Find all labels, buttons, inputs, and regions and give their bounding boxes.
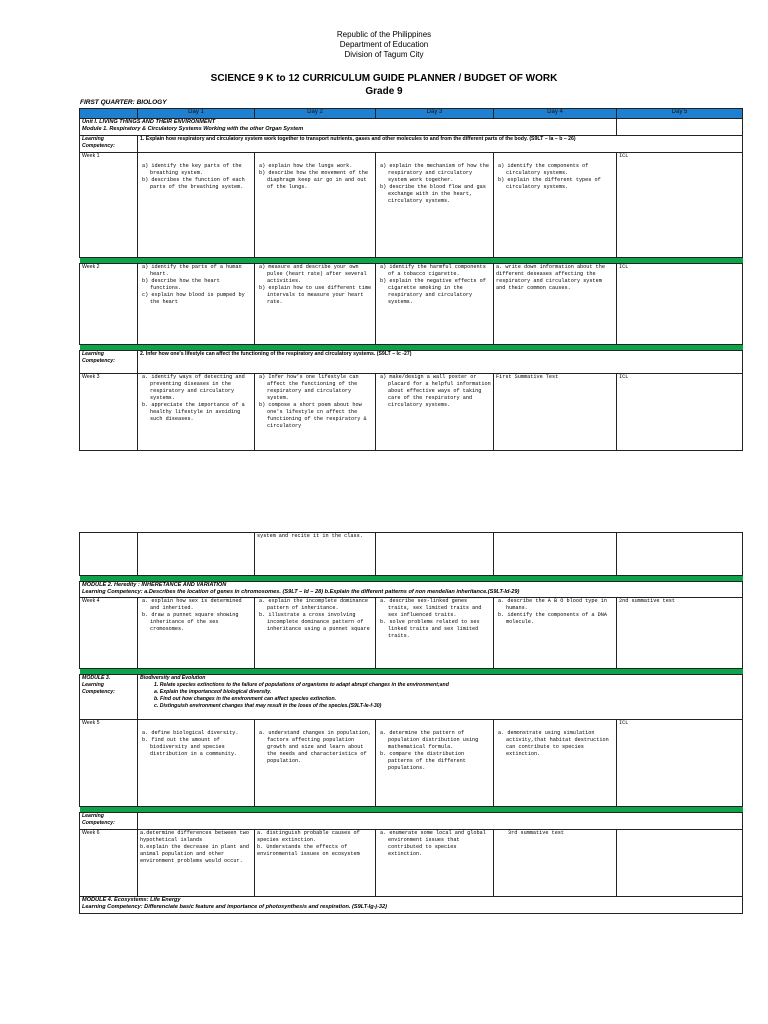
week4-day2 [255, 598, 376, 669]
list-item: b) describe how the movement of the diaphragm keep air go in and out of the lungs. [259, 170, 368, 190]
list-item: c. Distinguish environment changes that may result in the loses of the species.(S9LT-Ie-f-30) [154, 703, 382, 709]
week4-label: Week 4 [80, 598, 138, 669]
list-item: b) compose a short poem about how one's lifestyle cn affect the functioning of the respiratory & circulatory [259, 402, 367, 429]
module3-items [140, 682, 740, 710]
list-item: b. appreciate the importance of a healthy lifestyle in avoiding such diseases. [142, 402, 245, 422]
week5-day4 [494, 720, 617, 807]
module1-title: Module 1. Respiratory & Circulatory Systems Working with the other Organ System [82, 126, 304, 132]
list-item: a. describe sex-linked genes traits, sex limited traits and sex influenced traits. [380, 598, 482, 618]
week3-day5: ICL [617, 374, 743, 451]
day5-header: Day 5 [617, 109, 743, 119]
week1-day1 [138, 153, 255, 258]
list-item: a) explain the mechanism of how the respiratory and circulatory system work together. [380, 163, 489, 183]
list-item: a) identify the parts of a human heart. [142, 264, 242, 277]
day3-header: Day 3 [376, 109, 494, 119]
cont-cell [80, 533, 138, 576]
list-item: a. explain how sex is determined and inherited. [142, 598, 242, 611]
quarter-label: FIRST QUARTER: BIOLOGY [80, 99, 167, 106]
week5-row [80, 720, 743, 807]
week3-day1 [138, 374, 255, 451]
budget-table-page2 [79, 532, 743, 914]
competency2-row [80, 351, 743, 374]
list-item: b. illustrate a cross involving incomplete dominance pattern of inheritance using a punnet square [259, 612, 370, 632]
module2-row [80, 582, 743, 598]
list-item: b) explain the negative effects of cigarette smoking in the respiratory and circulatory systems. [380, 278, 486, 305]
unit-title: Unit I. LIVING THINGS AND THEIR ENVIRONMENT [82, 119, 216, 125]
list-item: a) identify the harmful components of a tobacco cigarette. [380, 264, 486, 277]
republic-line: Republic of the Philippines [336, 30, 432, 39]
module3-content [138, 675, 743, 720]
list-item: a. explain the incomplete dominance pattern of inheritance. [259, 598, 368, 611]
list-item: a) identify the components of circulatory systems. [498, 163, 589, 176]
module3-label-cell [80, 675, 138, 720]
cont-cell [617, 533, 743, 576]
week5-day3 [376, 720, 494, 807]
document-title-block [0, 72, 768, 98]
module2-competency: Learning Competency: a.Describes the location of genes in chromosomes. (S9LT – Id – 28) b.Explain the different patterns of non mendelian inheritance.(S9LT-Id-29) [82, 589, 520, 595]
week1-day3 [376, 153, 494, 258]
week3-day4: First Summative Test [494, 374, 617, 451]
budget-table-page1 [79, 108, 743, 451]
list-item: a. understand changes in population, factors affecting population growth and size and learn about the needs and characteristics of population. [259, 730, 372, 764]
list-item: a) measure and describe your own pulse (heart rate) after several activities. [259, 264, 367, 284]
list-item: a. identify ways of detecting and preventing diseases in the respiratory and circulatory systems. [142, 374, 245, 401]
day-header-row [80, 109, 743, 119]
week5-label: Week 5 [80, 720, 138, 807]
division-line: Division of Tagum City [344, 50, 424, 59]
week1-day4 [494, 153, 617, 258]
list-item: a. describe the A B O blood type in humans. [498, 598, 607, 611]
continuation-row [80, 533, 743, 576]
module3-label: MODULE 3. [82, 675, 111, 681]
list-item: b. draw a punnet square showing inheritance of the sex cromosomes. [142, 612, 239, 632]
week3-day3 [376, 374, 494, 451]
week5-day1 [138, 720, 255, 807]
week2-row [80, 264, 743, 345]
competency2-text: 2. Infer how one's lifestyle can affect the functioning of the respiratory and circulatory systems. (S9LT – Ic -27) [138, 351, 743, 374]
module3-row [80, 675, 743, 720]
list-item: c) explain how blood is pumped by the heart [142, 292, 245, 305]
document-title: SCIENCE 9 K to 12 CURRICULUM GUIDE PLANNER / BUDGET OF WORK [210, 73, 558, 84]
module2-cell [80, 582, 743, 598]
list-item: b. Understands the effects of environmental issues on ecosystem [257, 844, 360, 857]
week1-day2 [255, 153, 376, 258]
week1-label: Week 1 [80, 153, 138, 258]
list-item: b. identify the components of a DNA molecule. [498, 612, 607, 625]
week3-row [80, 374, 743, 451]
grade-label: Grade 9 [365, 86, 403, 97]
list-item: b) describes the function of each parts of the breathing system. [142, 177, 245, 190]
competency1-text: 1. Explain how respiratory and circulatory system work together to transport nutrients, gases and other molecules to and from the different parts of the body. (S9LT – Ia – b – 26) [138, 136, 743, 153]
blank-competency-label: Learning Competency: [80, 813, 138, 830]
week4-day5: 2nd summative test [617, 598, 743, 669]
module3-title: Biodiversity and Evolution [140, 675, 206, 681]
list-item: b) describe how the heart functions. [142, 278, 220, 291]
list-item: a) explain how the lungs work. [259, 163, 353, 169]
list-item: b. compare the distribution patterns of the different populations. [380, 751, 466, 771]
week2-day1 [138, 264, 255, 345]
list-item: 1. Relate species extinctions to the failure of populations of organisms to adapt abrupt changes in the environment;and [154, 682, 449, 688]
week6-day4: 3rd summative test [494, 830, 617, 897]
list-item: b) explain how to use different time intervals to measure your heart rate. [259, 285, 372, 305]
week6-day5 [617, 830, 743, 897]
week6-row [80, 830, 743, 897]
list-item: b) describe the blood flow and gas exchange with in the heart, circulatory systems. [380, 184, 486, 204]
list-item: a. distinguish probable causes of species extinction. [257, 830, 360, 843]
header-blank-cell [80, 109, 138, 119]
cont-cell [138, 533, 255, 576]
list-item: a. demonstrate using simulation activity,that habitat destruction can contribute to species extinction. [498, 730, 609, 757]
unit-row [80, 119, 743, 136]
week4-day3 [376, 598, 494, 669]
week2-day5: ICL [617, 264, 743, 345]
week4-row [80, 598, 743, 669]
week6-day2 [255, 830, 376, 897]
list-item: b.explain the decrease in plant and animal population and other environment problems would occur. [140, 844, 249, 864]
blank-competency-row [80, 813, 743, 830]
module3-competency-label: Learning Competency: [82, 682, 115, 695]
list-item: a. determine the pattern of population distribution using mathematical formula. [380, 730, 479, 750]
list-item: a) Infer how's one lifestyle can affect the functioning of the respiratory and circulatory system. [259, 374, 359, 401]
week3-day2 [255, 374, 376, 451]
competency1-row [80, 136, 743, 153]
day2-header: Day 2 [255, 109, 376, 119]
day1-header: Day 1 [138, 109, 255, 119]
week4-day1 [138, 598, 255, 669]
week1-day5: ICL [617, 153, 743, 258]
module4-title: MODULE 4. Ecosystems: Life Energy [82, 897, 181, 903]
week6-day1 [138, 830, 255, 897]
week3-label: Week 3 [80, 374, 138, 451]
competency2-label: Learning Competency: [80, 351, 138, 374]
list-item: a. define biological diversity. [142, 730, 239, 736]
week1-row [80, 153, 743, 258]
unit-cell [80, 119, 617, 136]
competency1-label: Learning Competency: [80, 136, 138, 153]
week5-day5: ICL [617, 720, 743, 807]
list-item: b) explain the different types of circulatory systems. [498, 177, 601, 190]
blank-competency-cell [138, 813, 743, 830]
module2-title: MODULE 2. Heredity : INHERETANCE AND VARIATION [82, 582, 227, 588]
module4-competency: Learning Competency: Differenciate basic feature and importance of photosynthesis and respiration. (S9LT-Ig-j-32) [82, 904, 388, 910]
document-header [0, 30, 768, 60]
list-item: a. enumerate some local and global environment issues that contributed to species extinction. [380, 830, 486, 857]
cont-cell [494, 533, 617, 576]
list-item: b. Find out how changes in the environment can affect species extinction. [154, 696, 337, 702]
week6-label: Week 6 [80, 830, 138, 897]
cont-cell [376, 533, 494, 576]
week2-day3 [376, 264, 494, 345]
cont-day2: system and recite it in the class. [255, 533, 376, 576]
unit-blank-cell [617, 119, 743, 136]
week4-day4 [494, 598, 617, 669]
list-item: b. find out the amount of biodiversity and species distribution in a community. [142, 737, 238, 757]
week5-day2 [255, 720, 376, 807]
list-item: a. write down information about the different deseases affecting the respiratory and circulatory system and their common causes. [496, 264, 605, 291]
department-line: Department of Education [339, 40, 429, 49]
list-item: a. Explain the importanceof biological diversity. [154, 689, 272, 695]
week2-label: Week 2 [80, 264, 138, 345]
week6-day3 [376, 830, 494, 897]
day4-header: Day 4 [494, 109, 617, 119]
module4-row [80, 897, 743, 914]
list-item: b. solve problems related to sex linked traits and sex limited traits. [380, 619, 480, 639]
list-item: a) make/design a wall poster or placard for a helpful information about effective ways of taking care of the respiratory and circulatory systems. [380, 374, 491, 408]
week2-day4 [494, 264, 617, 345]
week2-day2 [255, 264, 376, 345]
list-item: a.determine differences between two hypothetical islands [140, 830, 249, 843]
module4-cell [80, 897, 743, 914]
list-item: a) identify the key parts of the breathing system. [142, 163, 242, 176]
